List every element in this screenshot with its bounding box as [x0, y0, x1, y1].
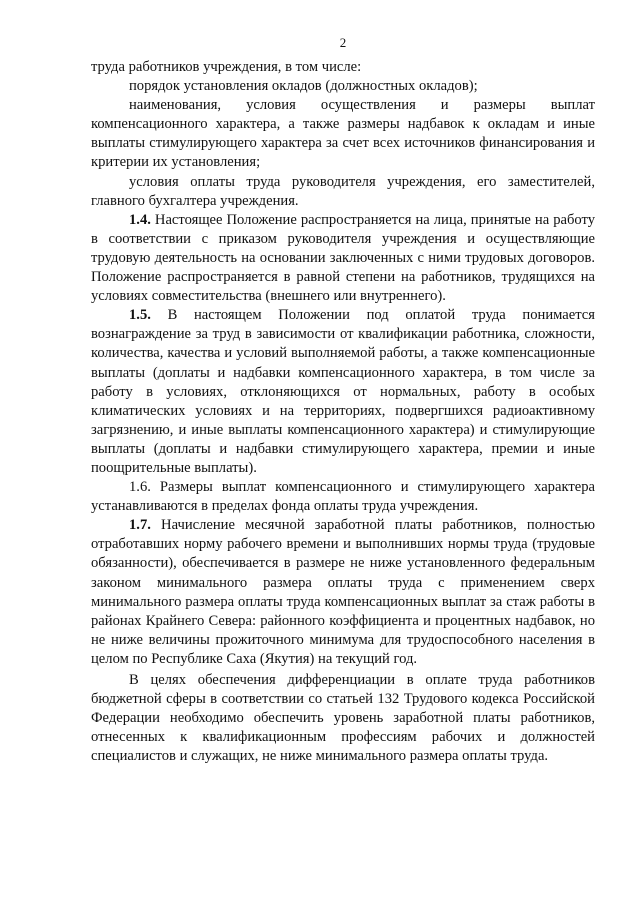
paragraph-text: Настоящее Положение распространяется на лица, принятые на работу в соответствии с приказом руководителя учреждения и осуществляющие трудовую деятельность на основании заключенных с ними трудовых договоров. Положение распространяется в равной степени на работников, трудящихся на условиях совместительства (внешнего или внутреннего). — [91, 211, 595, 305]
paragraph-text: Начисление месячной заработной платы работников, полностью отработавших норму рабочего времени и выполнивших нормы труда (трудовые обязанности), обеспечивается в размере не ниже установленного федеральным законом минимального размера оплаты труда с применением сверх минимального размера оплаты труда компенсационных выплат за стаж работы в районах Крайнего Севера: районного коэффициента и процентных надбавок, но не ниже величины прожиточного минимума для трудоспособного населения в целом по Республике Саха (Якутия) на текущий год. — [91, 517, 595, 667]
section-1-6 — [91, 478, 595, 516]
paragraph-text: условия оплаты труда руководителя учреждения, его заместителей, главного бухгалтера учреждения. — [91, 173, 595, 209]
paragraph-continuation — [91, 58, 595, 77]
list-item-salary-order — [91, 77, 595, 96]
paragraph-text: труда работников учреждения, в том числе: — [91, 59, 362, 75]
paragraph-text: порядок установления окладов (должностных окладов); — [129, 78, 478, 95]
list-item-payments — [91, 96, 595, 172]
paragraph-text: В целях обеспечения дифференциации в оплате труда работников бюджетной сферы в соответствии со статьей 132 Трудового кодекса Российской Федерации необходимо обеспечить уровень заработной платы работников, отнесенных к квалификационным профессиям рабочих и должностей специалистов и служащих, не ниже минимального размера оплаты труда. — [91, 672, 595, 765]
paragraph-differentiation — [91, 671, 595, 766]
section-number: 1.7. — [129, 517, 151, 534]
list-item-management-pay — [91, 173, 595, 211]
paragraph-text: наименования, условия осуществления и размеры выплат компенсационного характера, а также размеры надбавок к окладам и иные выплаты стимулирующего характера за счет всех источников финансирования и критерии их установления; — [91, 97, 595, 171]
section-number: 1.4. — [129, 211, 151, 228]
section-1-7 — [91, 516, 595, 669]
section-1-5 — [91, 306, 595, 478]
paragraph-text: Размеры выплат компенсационного и стимулирующего характера устанавливаются в пределах фонда оплаты труда учреждения. — [91, 479, 595, 515]
section-number: 1.6. — [129, 479, 151, 496]
page-number: 2 — [339, 35, 347, 50]
section-1-4 — [91, 211, 595, 306]
section-number: 1.5. — [129, 307, 151, 324]
document-page — [91, 34, 595, 766]
paragraph-text: В настоящем Положении под оплатой труда понимается вознаграждение за труд в зависимости от квалификации работника, сложности, количества, качества и условий выполняемой работы, а также компенсационные выплаты (доплаты и надбавки компенсационного характера, в том числе за работу в условиях, отклоняющихся от нормальных, работу в особых климатических условиях и на территориях, подвергшихся радиоактивному загрязнению, и иные выплаты компенсационного характера) и стимулирующие выплаты (доплаты и надбавки стимулирующего характера, премии и иные поощрительные выплаты). — [91, 307, 595, 476]
